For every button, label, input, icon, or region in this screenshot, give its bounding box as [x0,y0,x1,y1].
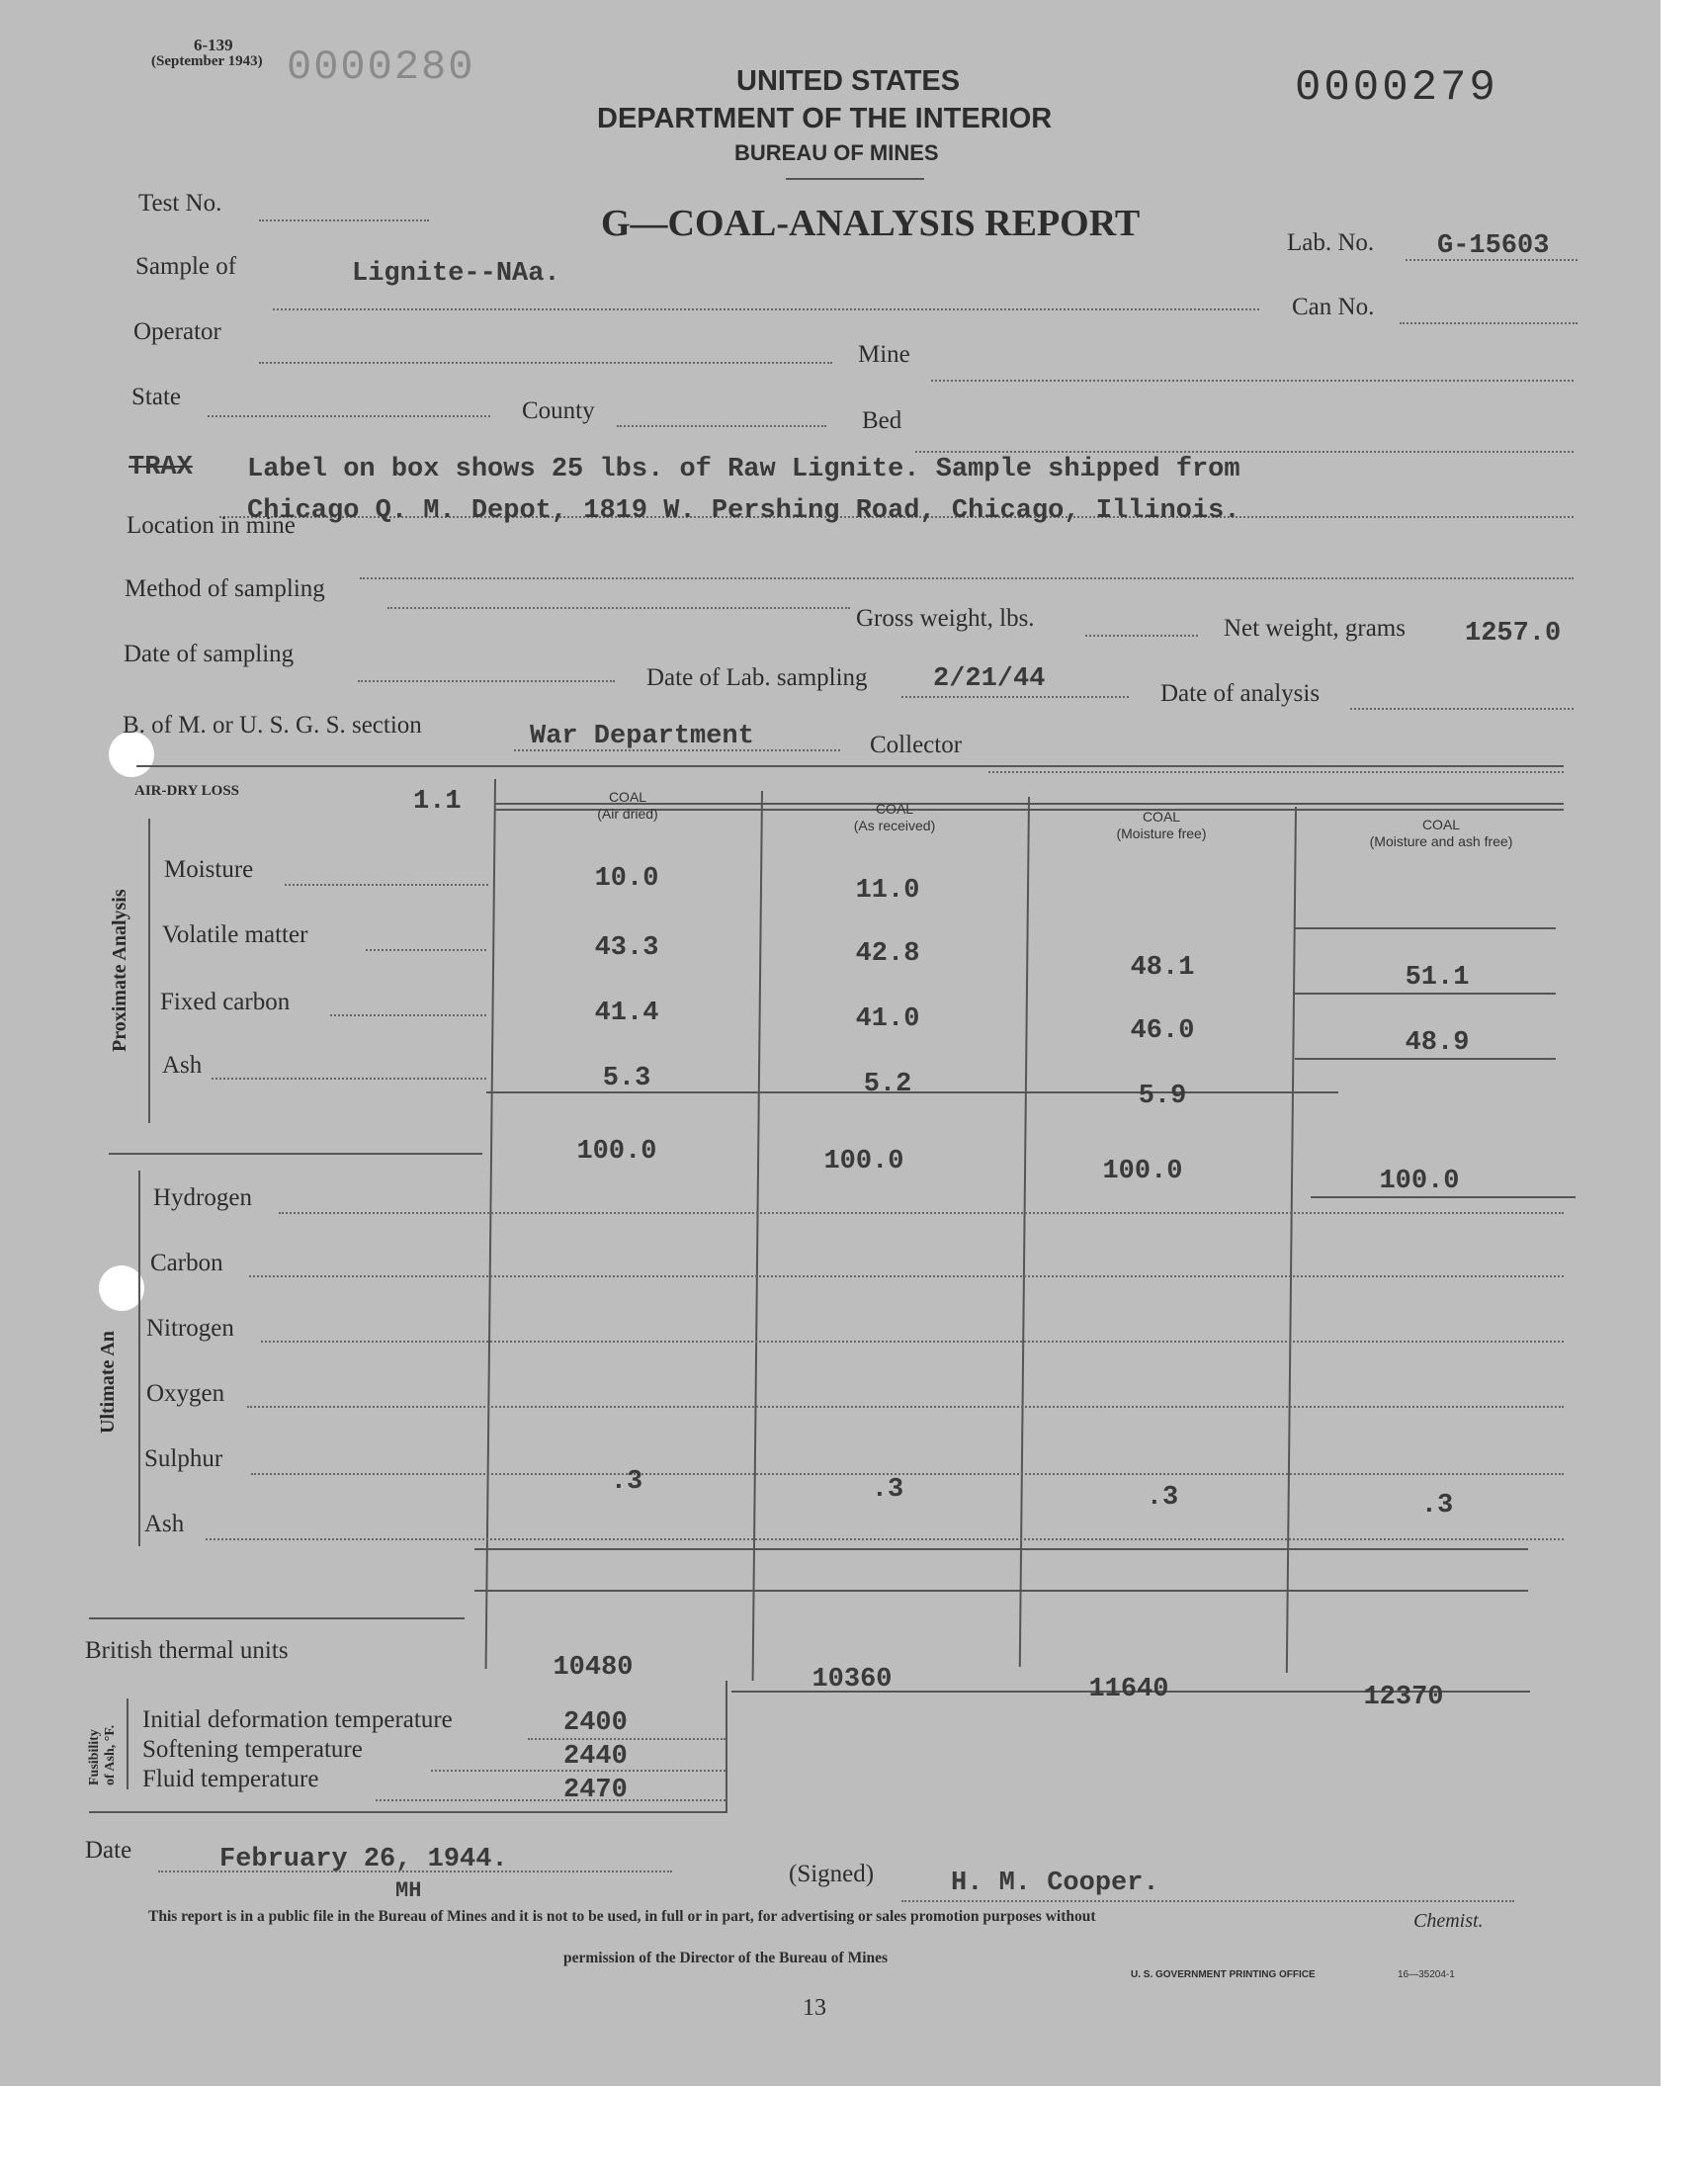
net-weight-value: 1257.0 [1465,619,1562,649]
cell-volatile-maf: 51.1 [1405,963,1470,993]
row-leader-fixed-carbon [330,1014,486,1016]
ultimate-bottom-rule-2 [89,1617,465,1619]
cell-fixed-carbon-as-received: 41.0 [855,1004,920,1034]
cell-volatile-as-received: 42.8 [855,939,920,969]
cell-fixed-carbon-maf: 48.9 [1405,1028,1470,1058]
moisture-free-row-rule [1295,927,1556,929]
column-divider-3 [1019,797,1030,1667]
fusibility-right-rule [726,1681,727,1813]
cell-fixed-carbon-air-dried: 41.4 [594,999,659,1028]
report-title: G—COAL-ANALYSIS REPORT [601,203,1141,244]
btu-maf: 12370 [1363,1683,1444,1712]
date-lab-sampling-label: Date of Lab. sampling [646,664,868,691]
stamp-number-faded: 0000280 [287,44,475,91]
header-line2: DEPARTMENT OF THE INTERIOR [597,103,1053,134]
header-rule [786,178,924,180]
cell-ash-moisture-free: 5.9 [1138,1082,1187,1111]
collector-field[interactable] [988,771,1564,773]
row-leader-hydrogen [279,1212,1564,1214]
ultimate-top-rule [1311,1196,1576,1198]
initials: MH [395,1878,422,1903]
lab-no-value: G-15603 [1437,231,1550,261]
row-label-volatile-matter: Volatile matter [162,921,308,948]
notice-line1: This report is in a public file in the Bureau of Mines and it is not to be used, in full or in part, for advertising or sales promotion purposes without [148,1908,1096,1925]
row-label-carbon: Carbon [150,1250,223,1276]
row-leader-oxygen [247,1406,1564,1408]
print-code: 16—35204-1 [1398,1969,1455,1980]
date-sampling-field[interactable] [358,680,615,682]
header-line3: BUREAU OF MINES [734,140,939,165]
ultimate-analysis-label: Ultimate An [97,1331,119,1434]
cell-sulphur-maf: .3 [1420,1491,1454,1521]
section-label: B. of M. or U. S. G. S. section [123,712,422,739]
column-header-as-received: COAL (As received) [853,801,936,833]
sample-of-label: Sample of [135,253,237,280]
location-label: Location in mine [127,512,296,539]
proximate-analysis-label: Proximate Analysis [109,889,130,1052]
date-lab-sampling-value: 2/21/44 [933,664,1046,694]
column-divider-2 [752,791,763,1681]
cell-ash-air-dried: 5.3 [602,1064,651,1093]
cell-sulphur-moisture-free: .3 [1146,1483,1179,1513]
method-field[interactable] [387,607,850,609]
column-header-moisture-free: COAL (Moisture free) [1116,809,1207,841]
county-field[interactable] [617,425,826,427]
row-leader-moisture [285,884,488,886]
btu-moisture-free: 11640 [1088,1675,1169,1704]
maf-volatile-rule [1295,993,1556,995]
row-label-softening: Softening temperature [142,1736,363,1763]
location-field[interactable] [360,577,1574,579]
header-line1: UNITED STATES [736,65,961,97]
btu-air-dried: 10480 [553,1653,634,1683]
fusibility-bottom-rule [89,1811,727,1813]
row-label-ash: Ash [162,1052,203,1079]
cell-moisture-as-received: 11.0 [855,876,920,906]
date-sampling-label: Date of sampling [124,641,295,667]
mine-label: Mine [858,341,910,368]
lab-no-label: Lab. No. [1287,229,1375,256]
cell-ash-as-received: 5.2 [863,1070,912,1099]
date-analysis-field[interactable] [1350,708,1574,710]
cell-fixed-carbon-moisture-free: 46.0 [1130,1016,1195,1046]
row-leader-nitrogen [261,1341,1564,1343]
net-weight-label: Net weight, grams [1224,615,1406,642]
cell-volatile-moisture-free: 48.1 [1130,953,1195,983]
btu-top-rule [474,1590,1528,1592]
column-header-air-dried: COAL (Air dried) [597,789,658,822]
mine-field[interactable] [931,380,1574,382]
fusibility-fluid-value: 2470 [563,1776,628,1805]
can-no-field[interactable] [1400,322,1578,324]
fusibility-softening-value: 2440 [563,1742,628,1772]
method-label: Method of sampling [125,575,325,602]
bed-field[interactable] [915,451,1574,453]
signed-label: (Signed) [789,1861,875,1887]
note-line2: Chicago Q. M. Depot, 1819 W. Pershing Road, Chicago, Illinois. [247,496,1240,526]
cell-sulphur-as-received: .3 [871,1475,904,1505]
state-label: State [131,384,181,410]
maf-fixed-carbon-rule [1295,1058,1556,1060]
fusibility-initial-value: 2400 [563,1708,628,1738]
date-label: Date [85,1837,132,1864]
column-divider-1 [485,779,496,1669]
row-label-oxygen: Oxygen [146,1380,225,1407]
sample-of-value: Lignite--NAa. [352,259,560,289]
operator-label: Operator [133,318,221,345]
btu-label: British thermal units [85,1637,289,1664]
signed-value: H. M. Cooper. [951,1869,1159,1898]
test-no-field[interactable] [259,219,429,221]
fusibility-rule-1 [528,1738,726,1740]
fusibility-rule-3 [376,1799,726,1801]
cell-sulphur-air-dried: .3 [610,1467,643,1497]
total-moisture-free: 100.0 [1102,1157,1183,1186]
row-label-ultimate-ash: Ash [144,1511,185,1537]
page-number: 13 [803,1995,826,2021]
note-line1: Label on box shows 25 lbs. of Raw Lignite. Sample shipped from [247,455,1240,484]
notice-line2: permission of the Director of the Bureau of Mines [563,1950,889,1966]
form-date: (September 1943) [151,53,263,69]
date-analysis-label: Date of analysis [1160,680,1321,707]
section-value: War Department [530,722,754,751]
row-leader-volatile-matter [366,949,486,951]
gross-weight-label: Gross weight, lbs. [856,605,1035,632]
air-dry-loss-value: 1.1 [413,787,462,817]
row-label-moisture: Moisture [164,856,254,883]
cell-moisture-air-dried: 10.0 [594,864,659,894]
report-date-value: February 26, 1944. [219,1845,508,1874]
column-header-moisture-ash-free: COAL (Moisture and ash free) [1369,817,1513,849]
row-label-sulphur: Sulphur [144,1445,223,1472]
btu-as-received: 10360 [811,1665,893,1695]
ultimate-bottom-rule [474,1548,1528,1550]
total-maf: 100.0 [1379,1167,1460,1196]
fusibility-label: Fusibility of Ash, °F. [87,1724,118,1785]
table-top-rule [136,765,1564,767]
cell-volatile-air-dried: 43.3 [594,933,659,963]
struck-text: TRAX [128,453,193,482]
total-air-dried: 100.0 [576,1137,657,1167]
gross-weight-field[interactable] [1085,635,1198,637]
row-label-fixed-carbon: Fixed carbon [160,989,291,1015]
row-leader-ash [212,1078,486,1080]
total-as-received: 100.0 [823,1147,904,1176]
form-number: 6-139 [194,36,233,54]
row-leader-ultimate-ash [206,1538,1564,1540]
bed-label: Bed [862,407,902,434]
fusibility-bracket [127,1698,128,1789]
row-label-nitrogen: Nitrogen [146,1315,234,1342]
county-label: County [522,397,595,424]
column-divider-4 [1286,807,1297,1673]
date-lab-sampling-field[interactable] [901,696,1129,698]
sample-of-field[interactable] [273,308,1259,310]
row-label-hydrogen: Hydrogen [153,1184,252,1211]
ultimate-bracket [138,1171,140,1546]
chemist-label: Chemist. [1413,1910,1484,1932]
stamp-number: 0000279 [1295,63,1498,113]
signature-field[interactable] [901,1900,1514,1902]
collector-label: Collector [870,732,963,758]
proximate-bottom-rule [109,1153,482,1155]
state-field[interactable] [208,415,490,417]
air-dry-loss-label: AIR-DRY LOSS [134,783,240,799]
row-label-fluid: Fluid temperature [142,1766,319,1792]
can-no-label: Can No. [1292,294,1375,320]
row-leader-carbon [249,1275,1564,1277]
row-label-initial-deformation: Initial deformation temperature [142,1706,453,1733]
proximate-bracket [148,819,150,1123]
test-no-label: Test No. [138,190,222,217]
operator-field[interactable] [259,362,832,364]
printer-imprint: U. S. GOVERNMENT PRINTING OFFICE [1131,1969,1316,1980]
